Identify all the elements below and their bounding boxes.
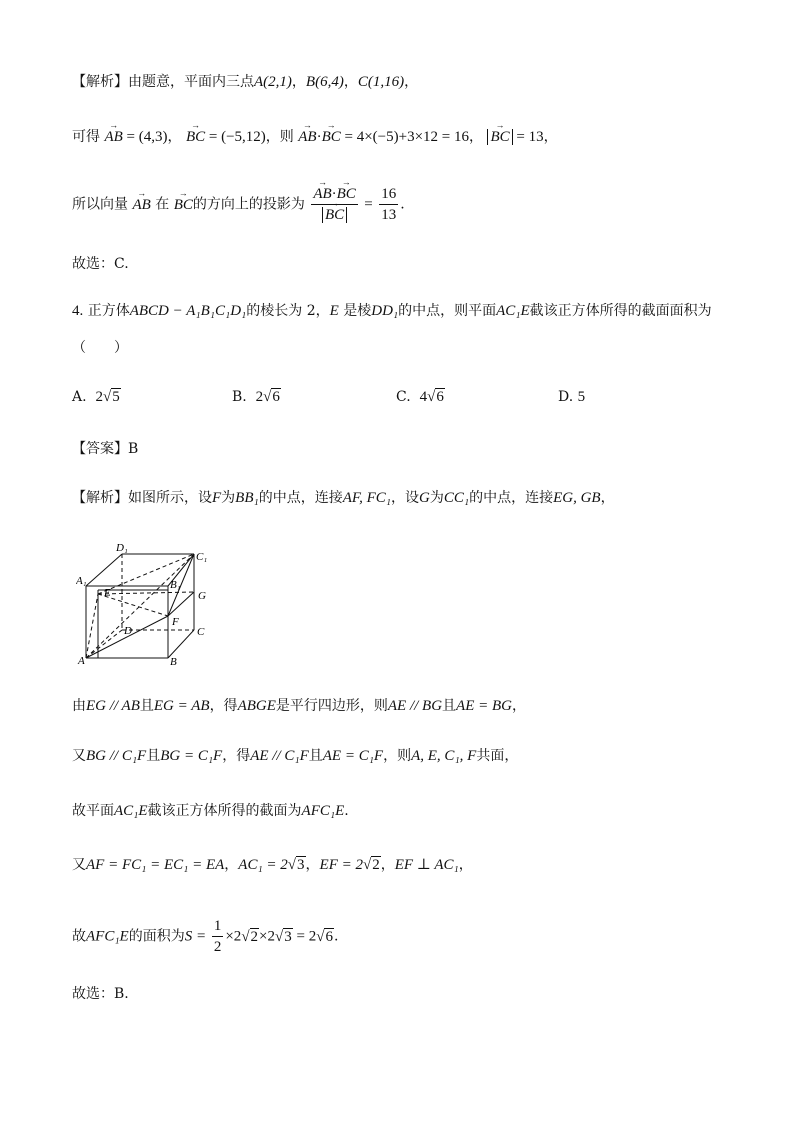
option-label: B. — [232, 389, 247, 405]
option-coef: 4 — [419, 389, 428, 405]
segment-fg — [168, 592, 194, 616]
option-value: 5 — [577, 389, 586, 405]
option-coef: 2 — [95, 389, 103, 405]
edge-bb1: BB₁ — [235, 490, 259, 506]
denominator: 13 — [381, 207, 397, 223]
analysis-heading: 【解析】 — [72, 74, 128, 90]
math: S = — [184, 928, 210, 945]
radicand: 3 — [284, 928, 292, 945]
vector-bc: → BC — [186, 127, 205, 147]
text: 如图所示，设 — [128, 490, 212, 506]
math: BG // C₁F — [86, 748, 147, 764]
text: 故 — [72, 928, 86, 945]
text: 且 — [442, 698, 457, 714]
sec3-line-1: 【解析】由题意，平面内三点A(2,1)，B(6,4)，C(1,16)， — [72, 74, 419, 90]
q4-paren: （ ） — [72, 340, 128, 356]
solution-line-3 — [72, 746, 518, 766]
text: . — [344, 803, 349, 819]
answer-line — [72, 439, 138, 459]
text: ， — [224, 857, 239, 873]
text: 的面积为 — [128, 928, 185, 945]
label-d1: D₁ — [116, 542, 128, 554]
vector-ab: → AB — [104, 127, 122, 147]
text: 且 — [139, 698, 154, 714]
hidden-edge-ad — [86, 630, 122, 658]
projection-result — [379, 184, 398, 225]
math: = 2 — [292, 928, 317, 945]
option-radicand: 6 — [272, 389, 280, 405]
math: ×2 — [225, 928, 242, 945]
option-label: C. — [396, 389, 411, 405]
radicand: 3 — [297, 857, 305, 873]
final-answer: 故选：B. — [72, 986, 129, 1002]
text: 由 — [72, 698, 86, 714]
denominator: 2 — [213, 939, 222, 955]
answer-value: B — [128, 441, 139, 457]
text: 是棱 — [343, 303, 372, 319]
text: ，则 — [383, 748, 412, 764]
point-a: A(2,1) — [254, 74, 292, 90]
text: ， — [404, 74, 419, 90]
point-c: C(1,16) — [357, 74, 405, 90]
plane-ac1e: AC₁E — [496, 303, 530, 319]
math: AC₁E — [114, 803, 148, 819]
label-d: D — [124, 625, 132, 637]
question-number: 4. — [72, 303, 84, 319]
edge-a1d1 — [86, 554, 122, 586]
math: EG // AB — [86, 698, 140, 714]
text: 所以向量 — [72, 196, 128, 213]
vector-ab: → AB — [298, 127, 316, 147]
math: AE = BG — [456, 698, 512, 714]
solution-line-4 — [72, 801, 349, 821]
vector-ab: → AB — [132, 195, 150, 215]
text: 的中点，连接 — [258, 490, 343, 506]
text: 在 — [155, 196, 170, 213]
text: 正方体 — [87, 303, 130, 319]
solution-line-5: 又AF = FC₁ = EC₁ = EA，AC₁ = 2√3，EF = 2√2，EF ⊥ AC₁， — [72, 857, 473, 873]
math: EF ⊥ AC₁ — [394, 857, 459, 873]
label-b: B — [170, 656, 177, 668]
vector-bc-magnitude: = 13 — [512, 129, 544, 145]
math: AFC₁E — [301, 803, 345, 819]
math: AE = C₁F — [322, 748, 384, 764]
half-fraction — [212, 916, 224, 957]
text: 又 — [72, 748, 86, 764]
math: AFC₁E — [86, 928, 129, 945]
vector-bc: → BC — [490, 127, 509, 147]
analysis-heading: 【解析】 — [72, 490, 128, 506]
solution-line-2 — [72, 696, 526, 716]
math: ×2 — [259, 928, 276, 945]
sec3-conclusion: 故选：C. — [72, 256, 129, 272]
radicand: 2 — [372, 857, 380, 873]
text: ， — [305, 857, 320, 873]
vector-bc: → BC — [325, 205, 344, 225]
text: 的中点，连接 — [469, 490, 554, 506]
vector-bc: → BC — [322, 127, 341, 147]
vector-ab: → AB — [313, 184, 331, 204]
math: AE // C₁F — [250, 748, 309, 764]
text: ， — [380, 857, 395, 873]
label-e: E — [104, 587, 111, 599]
label-c1: C₁ — [196, 551, 208, 563]
sec3-line-2: 可得 → AB = (4,3)， → BC = (−5,12)，则 → AB·→ BC = 4×(−5)+3×12 = 16， → BC = 13， — [72, 127, 558, 147]
option-label: D. — [558, 389, 574, 405]
option-label: A. — [72, 389, 87, 405]
text: 的棱长为 2， — [246, 303, 330, 319]
text: 且 — [146, 748, 161, 764]
label-f: F — [172, 616, 179, 628]
text: ，得 — [222, 748, 251, 764]
text: 又 — [72, 857, 86, 873]
option-a[interactable]: A. 2√5 — [72, 389, 120, 405]
option-b[interactable]: B. 2√6 — [232, 389, 280, 405]
edge-cc1: CC₁ — [443, 490, 470, 506]
math: BG = C₁F — [160, 748, 223, 764]
option-d[interactable] — [558, 389, 585, 406]
radicand: 6 — [325, 928, 333, 945]
label-a: A — [78, 655, 85, 667]
label-b1: B₁ — [170, 579, 181, 591]
vector-bc-value: = (−5,12) — [205, 129, 266, 145]
text: 共面， — [476, 748, 519, 764]
point-f: F — [212, 490, 222, 506]
solution-line-1 — [72, 488, 615, 508]
vector-bc: → BC — [174, 195, 193, 215]
dot-product: = 4×(−5)+3×12 = 16 — [340, 129, 469, 145]
label-g: G — [198, 590, 206, 602]
text: 的中点，则平面 — [398, 303, 497, 319]
text: . — [333, 928, 339, 945]
text: 由题意，平面内三点 — [128, 74, 254, 90]
label-c: C — [197, 626, 205, 638]
text: ， — [600, 490, 615, 506]
cube-name: ABCD − A₁B₁C₁D₁ — [129, 303, 247, 319]
point-b: B(6,4) — [305, 74, 344, 90]
text: 可得 — [72, 129, 100, 145]
text: ，得 — [209, 698, 238, 714]
projection-fraction: → AB·→ BC → BC — [311, 184, 358, 225]
text: 故平面 — [72, 803, 114, 819]
text: 为 — [429, 490, 444, 506]
cube-figure — [76, 538, 216, 668]
label-a1: A₁ — [76, 575, 87, 587]
text: 为 — [221, 490, 236, 506]
math: EG = AB — [153, 698, 210, 714]
diagonal-ac1 — [86, 554, 194, 658]
vector-ab-value: = (4,3) — [122, 129, 168, 145]
segments-af-fc1: AF, FC₁ — [342, 490, 391, 506]
math: ABGE — [237, 698, 276, 714]
text: 的方向上的投影为 — [192, 196, 305, 213]
math: AF = FC₁ = EC₁ = EA — [86, 857, 225, 873]
answer-heading: 【答案】 — [72, 441, 128, 457]
math: AC₁ = 2 — [238, 857, 288, 873]
radicand: 2 — [250, 928, 259, 945]
solution-line-6: 故AFC₁E的面积为S = $\frac{1}{2}$ ×2√2×2√3 = 2√6. — [72, 918, 339, 955]
text: 截该正方体所得的截面面积为 — [529, 303, 712, 319]
numerator: 16 — [379, 184, 398, 205]
text: 截该正方体所得的截面为 — [147, 803, 302, 819]
text: ，设 — [391, 490, 419, 506]
segment-eg — [98, 592, 194, 594]
text: ，则 — [265, 129, 294, 145]
q4-stem — [72, 301, 712, 321]
text: 且 — [308, 748, 323, 764]
option-c[interactable]: C. 4√6 — [396, 389, 444, 405]
numerator: 1 — [212, 916, 224, 937]
option-radicand: 5 — [112, 389, 120, 405]
point-e: E — [329, 303, 339, 319]
vector-bc: → BC — [337, 184, 356, 204]
edge-bc — [168, 630, 194, 658]
point-g: G — [419, 490, 430, 506]
math: AE // BG — [387, 698, 443, 714]
text: ， — [512, 698, 526, 714]
math: A, E, C₁, F — [411, 748, 477, 764]
math: EF = 2 — [319, 857, 363, 873]
segments-eg-gb: EG, GB — [553, 490, 601, 506]
sec3-line-3: 所以向量 → AB 在 → BC的方向上的投影为 → AB·→ BC → BC = $\frac{16}{13}$ . — [72, 184, 405, 225]
option-coef: 2 — [255, 389, 264, 405]
edge-dd1: DD₁ — [371, 303, 399, 319]
option-radicand: 6 — [436, 389, 444, 405]
text: ， — [458, 857, 473, 873]
text: 是平行四边形，则 — [275, 698, 388, 714]
